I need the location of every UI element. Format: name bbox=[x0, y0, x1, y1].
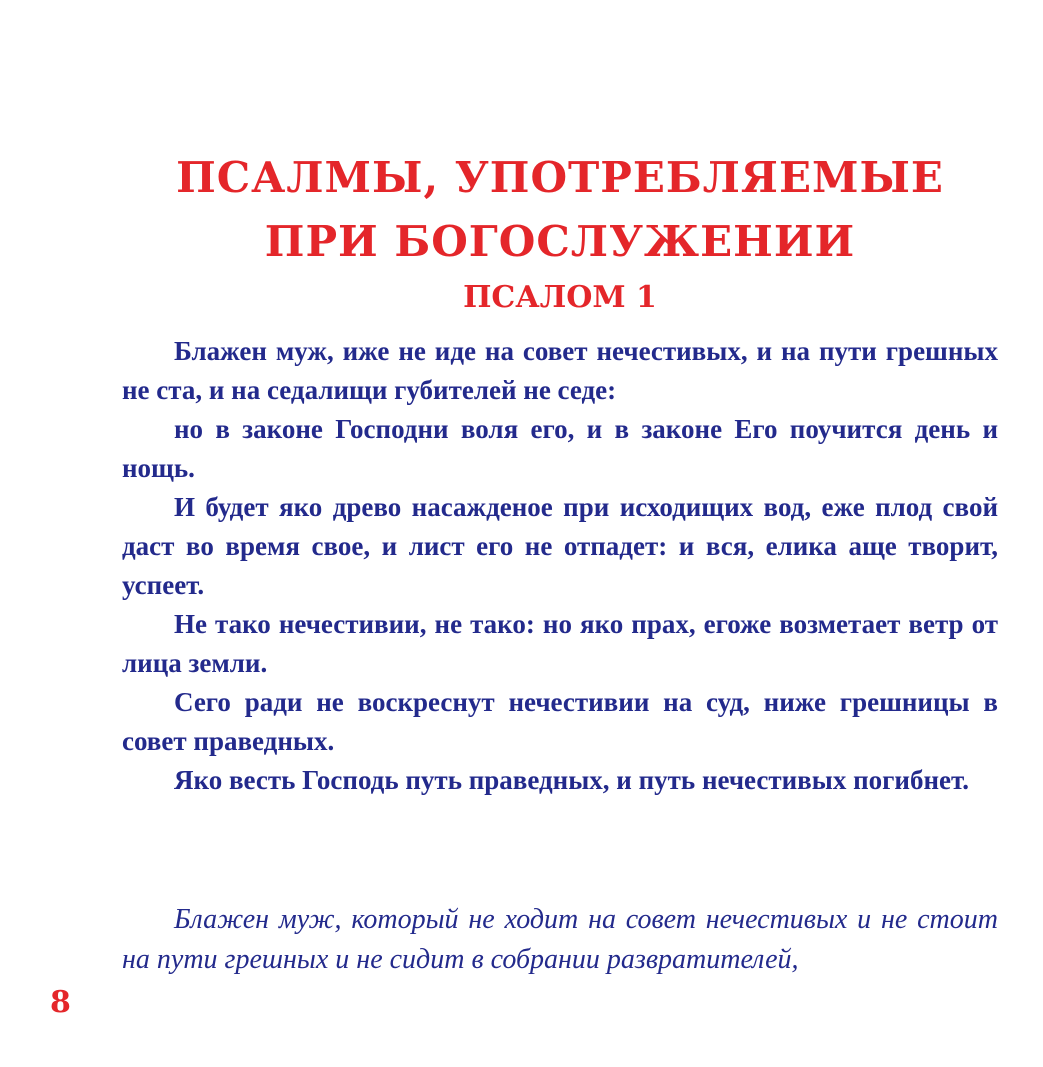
psalm-title: ПСАЛОМ 1 bbox=[463, 280, 657, 315]
section-title-line-2: ПРИ БОГОСЛУЖЕНИИ bbox=[264, 217, 856, 266]
psalm-verse-4: Не тако нечестивии, не тако: но яко прах, егоже возметает ветр от лица земли. bbox=[122, 609, 998, 678]
psalm-verse-5: Сего ради не воскреснут нечестивии на суд, ниже грешницы в совет праведных. bbox=[122, 687, 998, 756]
psalm-text bbox=[122, 332, 998, 800]
section-title bbox=[120, 146, 1000, 274]
page-number: 8 bbox=[50, 985, 71, 1020]
psalm-verse-1: Блажен муж, иже не иде на совет нечестивых, и на пути грешных не ста, и на седалищи губителей не седе: bbox=[122, 336, 998, 405]
section-title-line-1: ПСАЛМЫ, УПОТРЕБЛЯЕМЫЕ bbox=[176, 153, 944, 202]
psalm-verse-6: Яко весть Господь путь праведных, и путь нечестивых погибнет. bbox=[174, 765, 969, 795]
psalm-verse-2: но в законе Господни воля его, и в законе Его поучится день и нощь. bbox=[122, 414, 998, 483]
translation-text: Блажен муж, который не ходит на совет нечестивых и не стоит на пути грешных и не сидит в собрании развратителей, bbox=[122, 904, 998, 975]
psalm-verse-3: И будет яко древо насажденое при исходищих вод, еже плод свой даст во время свое, и лист его не отпадет: и вся, елика аще творит, успеет. bbox=[122, 492, 998, 600]
